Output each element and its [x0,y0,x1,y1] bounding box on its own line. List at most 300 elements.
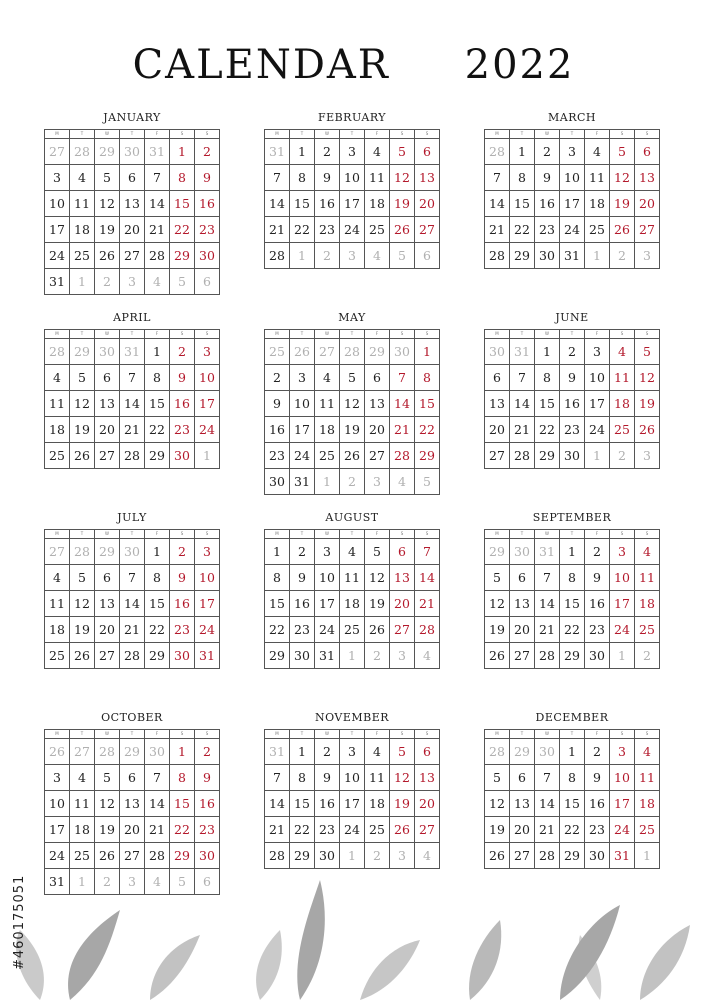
day-cell: 18 [315,417,340,443]
weekday-header: S [635,130,660,139]
stock-id-label: #460175051 [12,874,27,970]
weekday-header: F [585,730,610,739]
day-cell: 26 [635,417,660,443]
day-cell: 20 [365,417,390,443]
day-cell: 30 [195,243,220,269]
day-cell: 11 [365,165,390,191]
day-cell: 28 [145,843,170,869]
day-cell: 21 [535,817,560,843]
day-cell: 13 [635,165,660,191]
day-cell: 6 [415,139,440,165]
weekday-header: M [265,530,290,539]
day-cell: 15 [145,591,170,617]
day-cell-outside: 5 [390,243,415,269]
weekday-header: T [340,530,365,539]
day-cell: 25 [70,243,95,269]
day-cell: 23 [290,617,315,643]
day-cell: 19 [340,417,365,443]
day-cell-outside: 1 [195,443,220,469]
day-cell: 18 [635,591,660,617]
weekday-header: S [195,330,220,339]
day-cell: 6 [120,765,145,791]
day-cell: 26 [70,443,95,469]
day-cell: 4 [70,165,95,191]
day-cell: 27 [415,217,440,243]
day-cell: 31 [45,269,70,295]
day-cell: 15 [560,591,585,617]
day-cell: 24 [340,217,365,243]
day-cell: 23 [195,217,220,243]
day-cell: 29 [145,643,170,669]
day-cell: 14 [265,791,290,817]
weekday-header: T [290,130,315,139]
day-cell: 27 [95,643,120,669]
day-cell-outside: 2 [365,843,390,869]
day-cell-outside: 29 [70,339,95,365]
day-cell: 20 [120,817,145,843]
day-cell: 11 [45,391,70,417]
month-january [44,110,220,295]
day-cell-outside: 4 [415,843,440,869]
day-cell: 3 [195,339,220,365]
day-cell: 25 [45,643,70,669]
month-grid [484,529,660,669]
day-cell: 6 [95,565,120,591]
day-cell: 13 [415,165,440,191]
day-cell-outside: 31 [265,139,290,165]
day-cell: 10 [315,565,340,591]
day-cell: 16 [195,791,220,817]
day-cell: 16 [170,591,195,617]
weekday-header: S [610,330,635,339]
day-cell: 8 [145,565,170,591]
day-cell: 9 [560,365,585,391]
day-cell: 1 [145,539,170,565]
day-cell: 13 [510,591,535,617]
day-cell: 6 [95,365,120,391]
day-cell: 18 [340,591,365,617]
day-cell-outside: 31 [535,539,560,565]
weekday-header: M [45,530,70,539]
day-cell: 6 [510,565,535,591]
day-cell: 22 [560,817,585,843]
day-cell: 17 [195,591,220,617]
weekday-header: S [415,730,440,739]
day-cell-outside: 2 [635,643,660,669]
day-cell: 2 [290,539,315,565]
day-cell: 30 [290,643,315,669]
day-cell: 23 [585,617,610,643]
day-cell: 27 [120,843,145,869]
day-cell: 2 [265,365,290,391]
day-cell: 10 [290,391,315,417]
day-cell: 10 [195,565,220,591]
day-cell: 4 [365,139,390,165]
month-name: JANUARY [103,111,161,124]
day-cell: 3 [45,165,70,191]
day-cell: 5 [70,365,95,391]
day-cell-outside: 1 [585,243,610,269]
weekday-header: M [485,530,510,539]
day-cell: 15 [170,791,195,817]
day-cell: 3 [195,539,220,565]
day-cell: 26 [610,217,635,243]
day-cell: 4 [340,539,365,565]
day-cell: 24 [195,617,220,643]
day-cell: 1 [290,739,315,765]
month-grid [484,729,660,869]
day-cell: 1 [290,139,315,165]
day-cell: 18 [585,191,610,217]
weekday-header: S [170,530,195,539]
day-cell: 26 [340,443,365,469]
day-cell: 1 [170,739,195,765]
weekday-header: S [610,530,635,539]
day-cell: 2 [560,339,585,365]
weekday-header: T [340,130,365,139]
weekday-header: T [120,330,145,339]
day-cell: 23 [560,417,585,443]
day-cell: 16 [585,791,610,817]
day-cell: 7 [145,165,170,191]
weekday-header: S [610,730,635,739]
day-cell: 5 [365,539,390,565]
weekday-header: T [560,330,585,339]
day-cell: 18 [45,617,70,643]
month-december [484,710,660,869]
day-cell-outside: 4 [390,469,415,495]
day-cell: 16 [290,591,315,617]
day-cell-outside: 28 [485,739,510,765]
day-cell: 4 [45,365,70,391]
day-cell: 10 [45,791,70,817]
day-cell: 20 [635,191,660,217]
day-cell: 3 [315,539,340,565]
day-cell: 1 [145,339,170,365]
weekday-header: M [265,130,290,139]
day-cell: 4 [635,539,660,565]
day-cell: 8 [170,765,195,791]
day-cell: 5 [390,139,415,165]
day-cell: 7 [510,365,535,391]
day-cell: 11 [635,565,660,591]
day-cell: 7 [535,765,560,791]
day-cell-outside: 28 [45,339,70,365]
day-cell: 20 [95,417,120,443]
weekday-header: T [290,730,315,739]
day-cell: 26 [70,643,95,669]
day-cell: 14 [485,191,510,217]
day-cell: 3 [340,139,365,165]
day-cell: 13 [120,791,145,817]
month-name: FEBRUARY [317,111,387,124]
day-cell-outside: 31 [120,339,145,365]
day-cell: 12 [365,565,390,591]
day-cell: 9 [290,565,315,591]
day-cell: 23 [315,817,340,843]
day-cell: 28 [145,243,170,269]
month-grid [264,729,440,869]
day-cell: 4 [365,739,390,765]
day-cell-outside: 29 [95,139,120,165]
day-cell-outside: 30 [120,139,145,165]
day-cell: 30 [535,243,560,269]
weekday-header: W [315,530,340,539]
day-cell-outside: 27 [45,539,70,565]
day-cell: 15 [290,791,315,817]
day-cell: 17 [315,591,340,617]
month-september [484,510,660,669]
day-cell: 9 [585,565,610,591]
day-cell: 10 [340,765,365,791]
weekday-header: M [45,130,70,139]
day-cell-outside: 29 [95,539,120,565]
day-cell: 8 [510,165,535,191]
weekday-header: S [195,730,220,739]
day-cell: 2 [585,539,610,565]
day-cell: 6 [485,365,510,391]
weekday-header: T [340,730,365,739]
day-cell-outside: 5 [170,269,195,295]
day-cell: 15 [535,391,560,417]
day-cell: 24 [45,843,70,869]
day-cell: 26 [390,217,415,243]
weekday-header: T [510,530,535,539]
weekday-header: T [70,530,95,539]
day-cell-outside: 1 [610,643,635,669]
day-cell: 1 [560,539,585,565]
day-cell: 30 [560,443,585,469]
weekday-header: F [145,530,170,539]
day-cell: 13 [95,591,120,617]
weekday-header: F [365,330,390,339]
calendar-title [0,42,707,88]
day-cell-outside: 30 [95,339,120,365]
day-cell: 29 [145,443,170,469]
day-cell-outside: 4 [415,643,440,669]
weekday-header: T [120,130,145,139]
day-cell: 7 [415,539,440,565]
day-cell: 1 [510,139,535,165]
day-cell: 13 [95,391,120,417]
weekday-header: T [560,130,585,139]
day-cell-outside: 5 [415,469,440,495]
weekday-header: M [485,130,510,139]
day-cell-outside: 31 [510,339,535,365]
day-cell: 19 [610,191,635,217]
weekday-header: S [415,530,440,539]
day-cell: 30 [315,843,340,869]
day-cell: 22 [170,817,195,843]
day-cell: 13 [120,191,145,217]
day-cell: 20 [485,417,510,443]
weekday-header: M [45,730,70,739]
day-cell: 16 [560,391,585,417]
day-cell: 5 [485,765,510,791]
day-cell: 21 [265,217,290,243]
weekday-header: S [390,330,415,339]
day-cell: 16 [195,191,220,217]
day-cell: 5 [95,165,120,191]
day-cell: 17 [45,217,70,243]
day-cell: 12 [95,191,120,217]
weekday-header: S [635,730,660,739]
day-cell: 18 [365,791,390,817]
day-cell: 19 [365,591,390,617]
day-cell: 27 [510,643,535,669]
day-cell: 28 [265,243,290,269]
day-cell: 14 [390,391,415,417]
day-cell: 7 [145,765,170,791]
weekday-header: S [415,330,440,339]
day-cell: 23 [195,817,220,843]
day-cell-outside: 4 [145,269,170,295]
day-cell-outside: 30 [510,539,535,565]
day-cell: 9 [265,391,290,417]
day-cell: 6 [635,139,660,165]
day-cell: 19 [635,391,660,417]
day-cell: 8 [290,765,315,791]
day-cell: 14 [415,565,440,591]
day-cell: 8 [145,365,170,391]
day-cell-outside: 4 [145,869,170,895]
title-word: CALENDAR [132,42,390,88]
day-cell-outside: 1 [70,269,95,295]
day-cell-outside: 30 [485,339,510,365]
day-cell-outside: 1 [290,243,315,269]
day-cell: 9 [170,565,195,591]
day-cell: 12 [390,765,415,791]
month-name: DECEMBER [535,711,609,724]
day-cell: 19 [95,217,120,243]
day-cell: 4 [45,565,70,591]
day-cell: 18 [365,191,390,217]
day-cell: 21 [145,217,170,243]
weekday-header: S [390,130,415,139]
day-cell: 26 [95,843,120,869]
month-grid [44,129,220,295]
day-cell: 17 [340,191,365,217]
day-cell: 17 [610,591,635,617]
day-cell: 29 [510,243,535,269]
day-cell: 15 [415,391,440,417]
day-cell: 25 [365,817,390,843]
day-cell: 23 [315,217,340,243]
day-cell: 11 [340,565,365,591]
day-cell: 11 [315,391,340,417]
day-cell-outside: 26 [45,739,70,765]
weekday-header: W [315,330,340,339]
day-cell: 28 [535,843,560,869]
day-cell: 12 [340,391,365,417]
day-cell: 18 [635,791,660,817]
day-cell: 9 [195,165,220,191]
day-cell: 28 [510,443,535,469]
day-cell: 21 [120,417,145,443]
day-cell-outside: 27 [70,739,95,765]
day-cell: 27 [635,217,660,243]
day-cell: 26 [485,843,510,869]
month-name: JUNE [555,311,589,324]
day-cell: 29 [290,843,315,869]
day-cell: 30 [195,843,220,869]
day-cell-outside: 28 [485,139,510,165]
weekday-header: S [170,130,195,139]
day-cell: 10 [45,191,70,217]
day-cell: 16 [585,591,610,617]
day-cell-outside: 28 [95,739,120,765]
day-cell: 20 [415,191,440,217]
day-cell: 29 [535,443,560,469]
day-cell-outside: 27 [45,139,70,165]
day-cell: 1 [560,739,585,765]
day-cell: 31 [560,243,585,269]
weekday-header: M [485,730,510,739]
day-cell: 19 [70,417,95,443]
day-cell: 19 [95,817,120,843]
weekday-header: W [535,530,560,539]
month-name: MAY [338,311,366,324]
day-cell-outside: 6 [195,269,220,295]
day-cell: 23 [265,443,290,469]
leaves-decoration [0,850,707,1000]
day-cell: 25 [610,417,635,443]
day-cell-outside: 2 [95,869,120,895]
day-cell: 19 [485,617,510,643]
day-cell: 8 [560,565,585,591]
weekday-header: T [510,330,535,339]
day-cell: 27 [485,443,510,469]
weekday-header: F [585,130,610,139]
weekday-header: S [170,330,195,339]
day-cell: 29 [170,243,195,269]
day-cell: 6 [510,765,535,791]
day-cell: 24 [610,817,635,843]
weekday-header: T [120,730,145,739]
month-name: NOVEMBER [314,711,390,724]
day-cell-outside: 1 [340,643,365,669]
day-cell: 15 [510,191,535,217]
day-cell-outside: 28 [340,339,365,365]
weekday-header: T [560,530,585,539]
day-cell: 29 [415,443,440,469]
month-grid [264,329,440,495]
day-cell: 3 [45,765,70,791]
day-cell-outside: 6 [195,869,220,895]
day-cell: 27 [390,617,415,643]
day-cell: 14 [145,791,170,817]
month-november [264,710,440,869]
day-cell: 7 [390,365,415,391]
day-cell: 20 [95,617,120,643]
day-cell: 18 [70,817,95,843]
weekday-header: W [315,130,340,139]
day-cell: 12 [635,365,660,391]
day-cell: 4 [610,339,635,365]
day-cell: 10 [610,565,635,591]
day-cell: 22 [510,217,535,243]
day-cell: 5 [70,565,95,591]
day-cell-outside: 3 [120,869,145,895]
day-cell-outside: 3 [635,243,660,269]
day-cell: 17 [45,817,70,843]
day-cell: 6 [120,165,145,191]
day-cell: 18 [610,391,635,417]
weekday-header: W [535,130,560,139]
day-cell: 24 [290,443,315,469]
day-cell: 13 [365,391,390,417]
month-name: OCTOBER [101,711,163,724]
